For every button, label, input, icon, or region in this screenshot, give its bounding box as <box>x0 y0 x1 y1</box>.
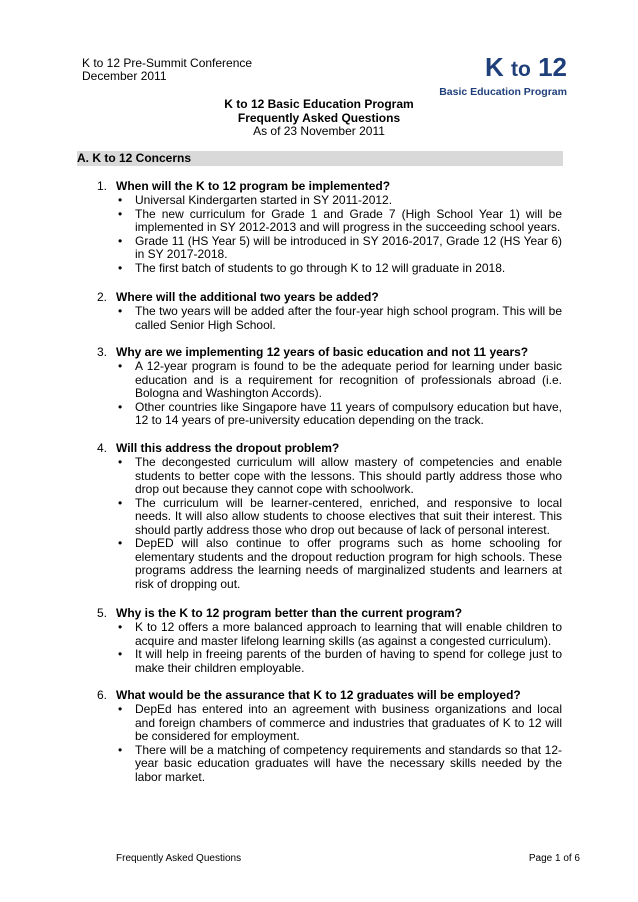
answer-list <box>97 194 562 275</box>
answer-item: • Universal Kindergarten started in SY 2011-2012. <box>118 193 393 207</box>
logo-to: to <box>511 58 531 81</box>
answer-item: • K to 12 offers a more balanced approach to learning that will enable children to acquire and master lifelong learning skills (as against a congested curriculum). <box>118 620 562 648</box>
answer-item: • The new curriculum for Grade 1 and Grade 7 (High School Year 1) will be implemented in SY 2012-2013 and will progress in the succeeding school years. <box>118 206 562 234</box>
title-date: As of 23 November 2011 <box>253 124 385 138</box>
question-number: 3. <box>97 345 108 359</box>
title-line-1: K to 12 Basic Education Program <box>224 97 414 111</box>
answer-list <box>97 456 562 591</box>
answer-item: • There will be a matching of competency requirements and standards so that 12-year basic education graduates will have the necessary skills needed by the labor market. <box>118 742 562 784</box>
answer-item: • DepEd has entered into an agreement with business organizations and local and foreign chambers of commerce and industries that graduates of K to 12 will be considered for employment. <box>118 702 562 743</box>
answer-item: • The first batch of students to go through K to 12 will graduate in 2018. <box>118 260 506 275</box>
question-text: Where will the additional two years be added? <box>116 290 379 304</box>
answer-list <box>97 360 562 428</box>
answer-item: • A 12-year program is found to be the adequate period for learning under basic education and is a requirement for recognition of professionals abroad (i.e. Bologna and Washington Accords). <box>118 359 562 400</box>
logo-title <box>437 52 567 85</box>
answer-item: • The curriculum will be learner-centered, enriched, and responsive to local needs. It will also allow students to choose electives that suit their interest. This should partly address those who drop out because of lack of personal interest. <box>118 495 562 537</box>
question-text: Why is the K to 12 program better than the current program? <box>116 606 463 620</box>
section-heading <box>77 151 563 166</box>
answer-item: • The two years will be added after the four-year high school program. This will be called Senior High School. <box>118 304 562 332</box>
logo-12: 12 <box>538 52 567 82</box>
answer-list <box>97 703 562 784</box>
question-text: When will the K to 12 program be implemented? <box>116 179 391 193</box>
logo-subtitle: Basic Education Program <box>439 86 567 98</box>
question-text: Will this address the dropout problem? <box>116 441 340 455</box>
document-title <box>0 98 638 139</box>
answer-item: • Other countries like Singapore have 11 years of compulsory education but have, 12 to 14 years of pre-university education depending on the track. <box>118 399 562 427</box>
question-number: 5. <box>97 606 108 620</box>
answer-item: • It will help in freeing parents of the burden of having to spend for college just to make their children employable. <box>118 647 562 675</box>
k-to-12-logo <box>437 52 567 98</box>
header-line-1: K to 12 Pre-Summit Conference <box>82 56 253 70</box>
answer-item: • The decongested curriculum will allow mastery of competencies and enable students to better cope with the lessons. This should partly address those who drop out because they cannot cope with schoolwork. <box>118 455 562 496</box>
question-number: 1. <box>97 179 108 193</box>
question-text: What would be the assurance that K to 12 graduates will be employed? <box>116 688 521 702</box>
answer-item: • DepED will also continue to offer programs such as home schooling for elementary students and the dropout reduction program for high schools. These programs address the learning needs of marginalized students and learners at risk of dropping out. <box>118 536 562 591</box>
footer-title: Frequently Asked Questions <box>116 853 242 864</box>
title-line-2: Frequently Asked Questions <box>237 110 401 125</box>
question-number: 6. <box>97 688 108 702</box>
answer-list <box>97 621 562 675</box>
header-line-2: December 2011 <box>82 69 167 83</box>
question-number: 2. <box>97 290 108 304</box>
answer-item: • Grade 11 (HS Year 5) will be introduced in SY 2016-2017, Grade 12 (HS Year 6) in SY 2017-2018. <box>118 233 562 261</box>
section-label: A. K to 12 Concerns <box>77 151 192 165</box>
header-conference <box>82 57 252 83</box>
logo-k: K <box>485 52 504 82</box>
answer-list <box>97 305 562 332</box>
page-number: Page 1 of 6 <box>528 853 580 864</box>
question-text: Why are we implementing 12 years of basic education and not 11 years? <box>116 345 529 359</box>
question-number: 4. <box>97 441 108 455</box>
